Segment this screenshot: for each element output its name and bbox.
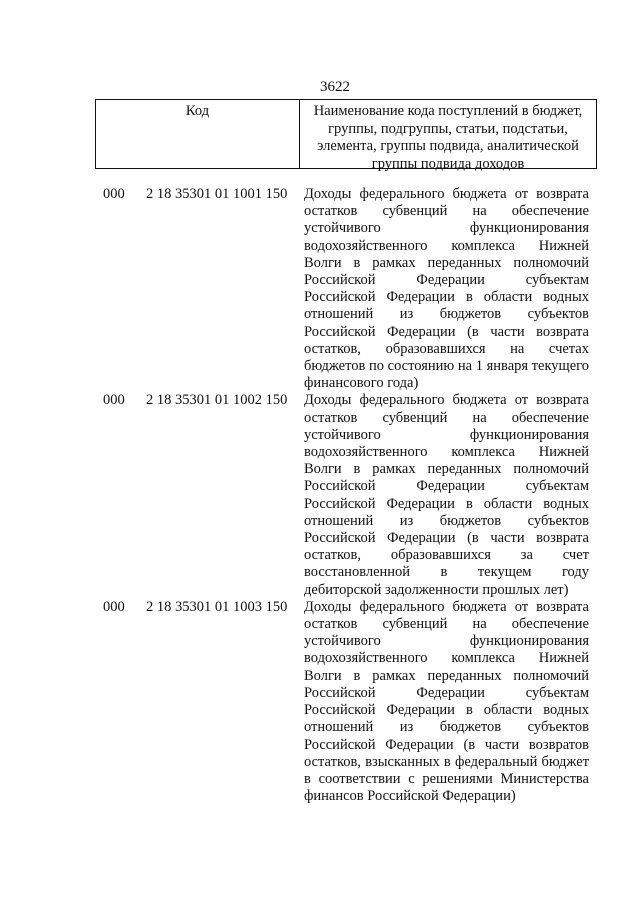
table-body: [0, 186, 640, 805]
revenue-code: 2 18 35301 01 1001 150: [146, 186, 288, 202]
header-code-label: Код: [96, 100, 300, 168]
revenue-description: Доходы федерального бюджета от возврата остатков субвенций на обеспечение устойчивого функционирования водохозяйственного комплекса Нижней Волги в рамках переданных полномочий Российской Федерации субъектам Российской Федерации в области водных отношений из бюджетов субъектов Российской Федерации (в части возвратов остатков, взысканных в федеральный бюджет в соответствии с решениями Министерства финансов Российской Федерации): [304, 598, 589, 805]
header-name-label: Наименование кода поступлений в бюджет, группы, подгруппы, статьи, подстатьи, элемента, группы подвида, аналитической группы подвида доходов: [313, 103, 583, 172]
admin-code: 000: [103, 186, 125, 202]
table-row: [0, 392, 640, 598]
table-row: [0, 599, 640, 805]
table-header: [95, 99, 597, 172]
admin-code: 000: [103, 598, 125, 615]
revenue-code: 2 18 35301 01 1003 150: [146, 598, 288, 615]
admin-code: 000: [103, 392, 125, 409]
table-row: [0, 186, 640, 392]
revenue-code: 2 18 35301 01 1002 150: [146, 392, 288, 409]
page-number: 3622: [320, 79, 350, 95]
revenue-description: Доходы федерального бюджета от возврата остатков субвенций на обеспечение устойчивого функционирования водохозяйственного комплекса Нижней Волги в рамках переданных полномочий Российской Федерации субъектам Российской Федерации в области водных отношений из бюджетов субъектов Российской Федерации (в части возврата остатков, образовавшихся на счетах бюджетов по состоянию на 1 января текущего финансового года): [304, 186, 589, 392]
revenue-description: Доходы федерального бюджета от возврата остатков субвенций на обеспечение устойчивого функционирования водохозяйственного комплекса Нижней Волги в рамках переданных полномочий Российской Федерации субъектам Российской Федерации в области водных отношений из бюджетов субъектов Российской Федерации (в части возврата остатков, образовавшихся за счет восстановленной в текущем году дебиторской задолженности прошлых лет): [304, 392, 589, 598]
